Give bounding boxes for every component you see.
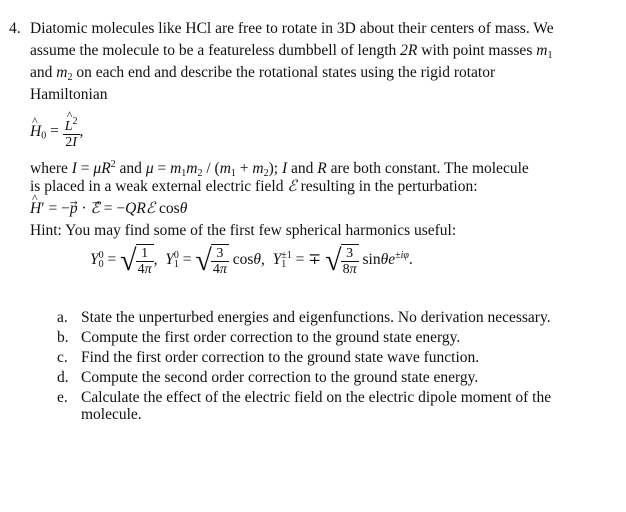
hamiltonian-equation: ^ $H_0$ = ^ $\frac{L^2}{2I}$ , (30, 114, 610, 150)
placed-line: is placed in a weak external electric field ℰ resulting in the perturbation: (30, 178, 478, 195)
where-line: where $I = \mu R^2$ and $\mu = m_1m_2 / (m_1 + m_2)$; I and R are both constant. The molecule (30, 159, 529, 179)
problem-number: 4. (9, 20, 21, 37)
list-item: c. Find the first order correction to the ground state wave function. (57, 349, 480, 366)
intro-line-3: and $m_2$ on each end and describe the rotational states using the rigid rotator (30, 64, 496, 83)
hamiltonian-fraction: ^ $\frac{L^2}{2I}$ (63, 114, 80, 150)
list-item: d. Compute the second order correction to the ground state energy. (57, 369, 479, 386)
task-list (57, 309, 597, 426)
list-item: e. Calculate the effect of the electric field on the electric dipole moment of the molecule. (57, 389, 552, 423)
intro-line-1: Diatomic molecules like HCl are free to rotate in 3D about their centers of mass. We (30, 20, 554, 37)
perturbation-equation: ^ H′ = −p⃗ · ℰ⃗ = −QRℰ cosθ (30, 198, 610, 220)
hint-line: Hint: You may find some of the first few spherical harmonics useful: (30, 222, 457, 239)
list-item: a. State the unperturbed energies and eigenfunctions. No derivation necessary. (57, 309, 551, 326)
intro-line-4: Hamiltonian (30, 86, 108, 103)
spherical-harmonics: $Y_0^0$ = √ $\frac{1}{4\pi}$ , $Y_1^0$ = √ $\frac{3}{4\pi}$ cosθ, $Y_1^{\pm 1}$ = ∓ √ $\frac{3}{8\pi}$ sinθe$^{\pm i\varphi}$. (90, 243, 413, 277)
list-item: b. Compute the first order correction to the ground state energy. (57, 329, 461, 346)
intro-line-2: assume the molecule to be a featureless dumbbell of length 2R with point masses $m_1$ (30, 42, 553, 61)
